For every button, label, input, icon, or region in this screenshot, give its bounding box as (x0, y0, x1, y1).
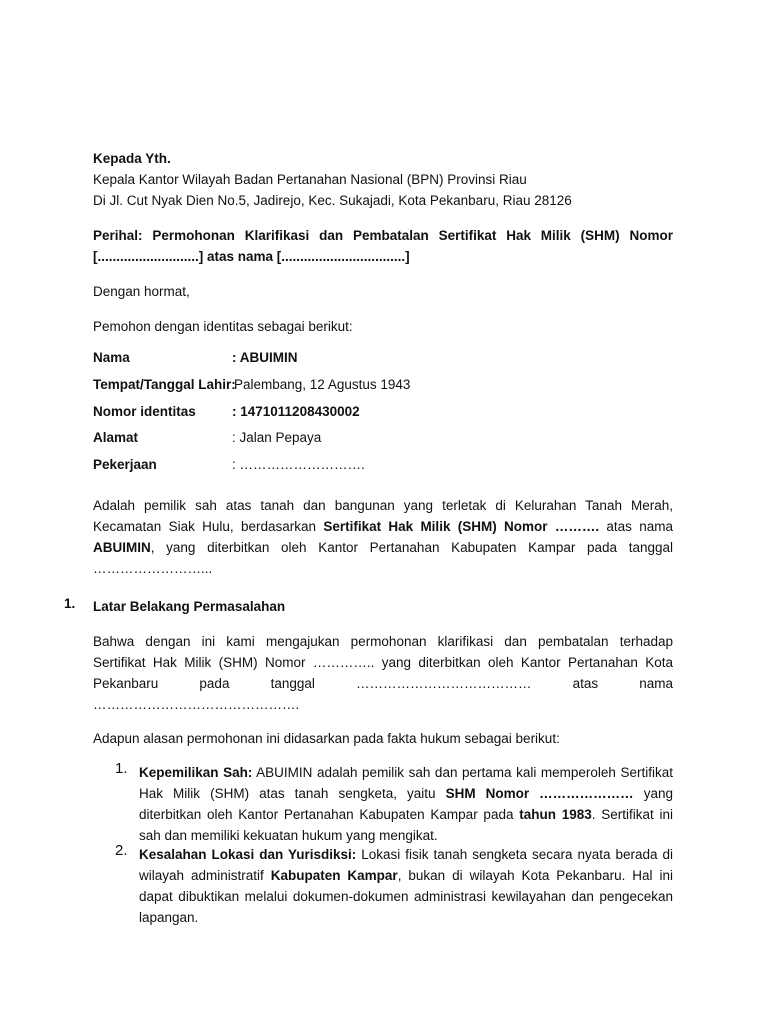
identity-label: Nomor identitas (93, 404, 196, 419)
list-item-text: . Sertifikat ini sah dan memiliki kekuatan hukum yang mengikat. (139, 807, 674, 843)
identity-row-occupation (93, 457, 673, 477)
identity-value: : ………………………. (232, 457, 365, 472)
identity-label: Nama (93, 350, 130, 365)
list-item-text: yang diterbitkan oleh Kantor Pertanahan Kabupaten Kampar pada (139, 786, 673, 822)
section-number: 1. (64, 596, 76, 611)
list-item-emphasis: Kabupaten Kampar (270, 868, 398, 883)
owner-name: ABUIMIN (93, 540, 151, 555)
list-item-ownership (139, 762, 673, 846)
identity-label: Pekerjaan (93, 457, 157, 472)
identity-row-birth (93, 377, 673, 397)
identity-value: : Jalan Pepaya (232, 430, 322, 445)
identity-value: : ABUIMIN (232, 350, 298, 365)
ownership-line-4: ……………………... (93, 561, 213, 576)
background-line-3: Pekanbaru pada tanggal ………………………………… atas nama (93, 676, 673, 691)
section-title: Latar Belakang Permasalahan (93, 599, 286, 614)
ownership-text: , yang diterbitkan oleh Kantor Pertanahan Kabupaten Kampar pada tanggal (150, 540, 673, 555)
list-item-jurisdiction (139, 844, 673, 928)
ownership-text: Kecamatan Siak Hulu, berdasarkan (93, 519, 317, 534)
greeting: Dengan hormat, (93, 284, 190, 299)
subject-block (93, 225, 673, 267)
list-item-text: ABUIMIN adalah pemilik sah dan pertama kali memperoleh Sertifikat Hak Milik (SHM) atas tanah sengketa, yaitu (139, 765, 673, 801)
identity-row-address (93, 430, 673, 450)
list-number: 2. (115, 842, 128, 859)
salutation: Kepada Yth. (93, 151, 171, 166)
identity-row-id-number (93, 404, 673, 424)
subject-line-2: [...........................] atas nama [.................................] (93, 249, 410, 264)
subject-line-1: Perihal: Permohonan Klarifikasi dan Pembatalan Sertifikat Hak Milik (SHM) Nomor (93, 228, 673, 243)
identity-row-name (93, 350, 673, 370)
list-item-emphasis: SHM Nomor ………………… (445, 786, 634, 801)
list-number: 1. (115, 760, 128, 777)
background-line-1: Bahwa dengan ini kami mengajukan permohonan klarifikasi dan pembatalan terhadap (93, 634, 673, 649)
intro-text: Pemohon dengan identitas sebagai berikut: (93, 319, 353, 334)
list-item-title: Kepemilikan Sah: (139, 765, 253, 780)
ownership-line-2 (93, 516, 673, 537)
identity-label: Tempat/Tanggal Lahir: (93, 377, 236, 392)
list-item-title: Kesalahan Lokasi dan Yurisdiksi: (139, 847, 357, 862)
list-item-text: Lokasi fisik tanah sengketa secara nyata berada di wilayah administratif (139, 847, 673, 883)
reasons-intro: Adapun alasan permohonan ini didasarkan pada fakta hukum sebagai berikut: (93, 731, 560, 746)
recipient-office: Kepala Kantor Wilayah Badan Pertanahan Nasional (BPN) Provinsi Riau (93, 172, 527, 187)
ownership-text: atas nama (606, 519, 673, 534)
ownership-line-3 (93, 537, 673, 558)
identity-value: : 1471011208430002 (232, 404, 360, 419)
identity-value: Palembang, 12 Agustus 1943 (234, 377, 411, 392)
background-line-2: Sertifikat Hak Milik (SHM) Nomor ………….. yang diterbitkan oleh Kantor Pertanahan Kota (93, 655, 673, 670)
recipient-address: Di Jl. Cut Nyak Dien No.5, Jadirejo, Kec. Sukajadi, Kota Pekanbaru, Riau 28126 (93, 193, 572, 208)
background-line-4: ………………………………………. (93, 697, 300, 712)
background-paragraph (93, 631, 673, 715)
ownership-certificate: Sertifikat Hak Milik (SHM) Nomor ………. (323, 519, 600, 534)
recipient-block (93, 148, 673, 211)
identity-label: Alamat (93, 430, 139, 445)
ownership-paragraph (93, 495, 673, 579)
ownership-line-1: Adalah pemilik sah atas tanah dan bangunan yang terletak di Kelurahan Tanah Merah, (93, 498, 673, 513)
list-item-emphasis: tahun 1983 (519, 807, 592, 822)
list-item-text: , bukan di wilayah Kota Pekanbaru. Hal ini dapat dibuktikan melalui dokumen-dokumen administrasi kewilayahan dan pengecekan lapangan. (139, 868, 673, 925)
